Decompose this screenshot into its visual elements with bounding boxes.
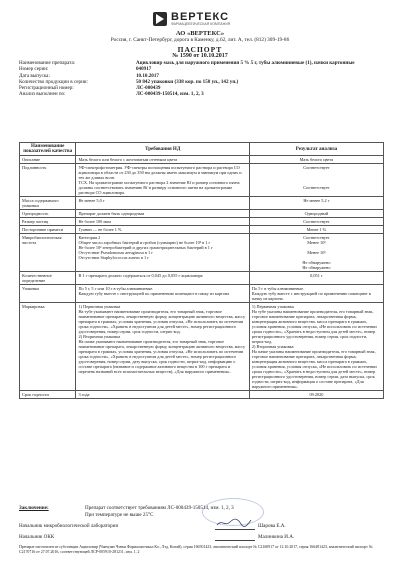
result-cell: Однородный: [249, 210, 383, 218]
storage-text: При температуре не выше 25°С: [85, 512, 154, 518]
meta-value: ЛС-000439-150514, изм. 1, 2, 3: [136, 91, 204, 98]
meta-value: 10.10.2017: [136, 72, 159, 79]
requirement-cell: УФ-спектрофотометрия. УФ-спектры поглощения испытуемого раствора и раствора СО ацикловира в области от 230 до 350 нм должны иметь максимум и минимум при одних и тех же длинах волн. ТСХ. На хроматограмме испытуемого раствора 2 значение Rf и размер основного пятна должны соответствовать значению Rf и размеру основного пятна на хроматограмме раствора СО ацикловира.: [76, 164, 249, 197]
lab-head-role: Начальник микробиологической лаборатории: [19, 523, 119, 529]
meta-value: Ацикловир мазь для наружного применения 5 % 5 г, тубы алюминиевые (1), пачки картонные: [136, 60, 355, 66]
requirement-cell: В 1 г препарата должно содержаться от 0,045 до 0,055 г ацикловира: [76, 272, 249, 285]
requirement-cell: Не более 100 мкм: [76, 218, 249, 226]
indicator-cell: Масса содержимого упаковки: [20, 197, 76, 210]
requirement-cell: 1) Первичная упаковка На тубе указывают наименование производителя, его товарный знак, торговое наименование препарата, лекарственную форму, концентрацию активного вещества, массу препарата в граммах, условия хранения, условия отпуска, «Не использовать по истечении срока годности», «Хранить в недоступном для детей месте», номер регистрационного удостоверения, номер серии, срок годности, штрих-код. 2) Вторичная упаковка На пачке указывают наименование производителя, его товарный знак, торговое наименование препарата, лекарственную форму, концентрацию активного вещества, массу препарата в граммах, условия хранения, условия отпуска, «Не использовать по истечении срока годности», «Хранить в недоступном для детей месте», номер регистрационного удостоверения, номер серии, дату выпуска, срок годности, штрих-код, информацию о составе препарата (название и содержание активного вещества в 100 г препарата и перечень названий всех вспомогательных веществ), «Для наружного применения».: [76, 303, 249, 391]
lab-signature-line: [215, 529, 255, 530]
requirement-cell: Гуанин — не более 1 %: [76, 226, 249, 234]
requirement-cell: 3 года: [76, 391, 249, 399]
table-row: [20, 303, 384, 391]
meta-value: ЛС-000439: [136, 85, 161, 92]
conclusion-text: Препарат соответствует требованиям ЛС-000439-150514, изм. 1, 2, 3: [85, 505, 234, 511]
document-title: ПАСПОРТ: [177, 45, 223, 54]
meta-label: Анализ выполнен по:: [19, 91, 66, 98]
indicator-cell: Размер частиц: [20, 218, 76, 226]
table-row: [20, 285, 384, 303]
meta-label: Регистрационный номер:: [19, 85, 74, 92]
col-header-requirements: Требования НД: [76, 143, 249, 156]
result-cell: Не менее 5,2 г: [249, 197, 383, 210]
result-cell: 1) Первичная упаковка На тубе указаны наименование производителя, его товарный знак, торговое наименование препарата, лекарственная форма, концентрация активного вещества, масса препарата в граммах, условия хранения, условия отпуска, «Не использовать по истечении срока годности», «Хранить в недоступном для детей месте», номер регистрационного удостоверения, номер серии, срок годности, штрих-код. 2) Вторичная упаковка На пачке указаны наименование производителя, его товарный знак, торговое наименование препарата, лекарственная форма, концентрация активного вещества, масса препарата в граммах, условия хранения, условия отпуска, «Не использовать по истечении срока годности», «Хранить в недоступном для детей месте», номер регистрационного удостоверения, номер серии, дата выпуска, срок годности, штрих-код, информация о составе препарата, «Для наружного применения».: [249, 303, 383, 391]
indicator-cell: Посторонние примеси: [20, 226, 76, 234]
indicator-cell: Маркировка: [20, 303, 76, 391]
result-cell: 0,051 г: [249, 272, 383, 285]
quality-table: [19, 142, 384, 399]
table-row: [20, 272, 384, 285]
meta-label: Наименование препарата:: [19, 60, 76, 66]
table-row: [20, 197, 384, 210]
conclusion-label: Заключение:: [19, 505, 49, 511]
company-address: Россия, г. Санкт-Петербург, дорога в Каменку, д.62, лит. А, тел. (812) 309-19-86: [110, 37, 290, 43]
meta-label: Дата выпуска:: [19, 72, 50, 79]
logo-mark-icon: [153, 12, 167, 26]
indicator-cell: Микробиологическая чистота: [20, 234, 76, 272]
indicator-cell: Однородность: [20, 210, 76, 218]
result-cell: Соответствует Менее 10¹ Менее 10¹ Не обнаружено Не обнаружено: [249, 234, 383, 272]
result-cell: Мазь белого цвета: [249, 156, 383, 164]
requirement-cell: По 5 г, 5 г или 10 г в тубы алюминиевые. Каждую тубу вместе с инструкцией по применению помещают в пачку из картона: [76, 285, 249, 303]
requirement-cell: Не менее 5,0 г: [76, 197, 249, 210]
document-number: № 1590 от 10.10.2017: [172, 53, 228, 59]
table-row: [20, 226, 384, 234]
result-cell: По 5 г в тубы алюминиевые. Каждую тубу вместе с инструкцией по применению помещают в пачку из картона.: [249, 285, 383, 303]
okk-head-name: Малинкина И.А.: [258, 534, 295, 540]
result-cell: Соответствует: [249, 218, 383, 226]
signature-icon: [216, 518, 252, 528]
lab-head-name: Шарова Е.А.: [258, 523, 286, 529]
col-header-result: Результат анализа: [249, 143, 383, 156]
table-row: [20, 218, 384, 226]
meta-row: [19, 91, 383, 97]
okk-signature-line: [215, 540, 255, 541]
logo-tagline: ФАРМАЦЕВТИЧЕСКАЯ КОМПАНИЯ: [171, 22, 231, 26]
result-cell: 09.2020: [249, 391, 383, 399]
result-cell: Соответствует Соответствует: [249, 164, 383, 197]
requirement-cell: Мазь белого или белого с желтоватым оттенком цвета: [76, 156, 249, 164]
table-row: [20, 210, 384, 218]
company-logo: [153, 12, 249, 26]
meta-label: Номер серии:: [19, 66, 49, 73]
table-row: [20, 391, 384, 399]
indicator-cell: Срок годности: [20, 391, 76, 399]
product-meta: [19, 60, 383, 98]
indicator-cell: Упаковка: [20, 285, 76, 303]
table-row: [20, 234, 384, 272]
meta-value: 040917: [136, 66, 152, 73]
substance-note: Препарат изготовлен из субстанции Ацикловир (Чжецзян Чэнъи Фармасьютикал Ко., Лтд, Китай), серия 166501423, аналитический паспорт № С2160917 от 12.10.2017, серия 166481423, аналитический паспорт № С2170716 от 27.07.2016, соответствующей ЛСР-005910-281211, изм. 1, 2: [19, 545, 373, 554]
meta-label: Количество продукции в серии:: [19, 78, 88, 85]
indicator-cell: Описание: [20, 156, 76, 164]
indicator-cell: Подлинность: [20, 164, 76, 197]
table-header-row: [20, 143, 384, 156]
table-row: [20, 164, 384, 197]
table-row: [20, 156, 384, 164]
result-cell: Менее 1 %: [249, 226, 383, 234]
requirement-cell: Категория 2 Общее число аэробных бактерий и грибов (суммарно) не более 10² в 1 г Не более 10² энтеробактерий и других грамотрицательных бактерий в 1 г Отсутствие Pseudomonas aeruginosa в 1 г Отсутствие Staphylococcus aureus в 1 г: [76, 234, 249, 272]
okk-head-role: Начальник ОКК: [19, 534, 55, 540]
meta-value: 50 842 упаковки (338 кор. по 150 уп., 142 уп.): [136, 78, 239, 85]
logo-name: ВЕРТЕКС: [171, 11, 230, 23]
indicator-cell: Количественное определение: [20, 272, 76, 285]
requirement-cell: Препарат должен быть однородным: [76, 210, 249, 218]
col-header-indicator: Наименование показателей качества: [20, 143, 76, 156]
company-name: АО «ВЕРТЕКС»: [175, 30, 225, 37]
